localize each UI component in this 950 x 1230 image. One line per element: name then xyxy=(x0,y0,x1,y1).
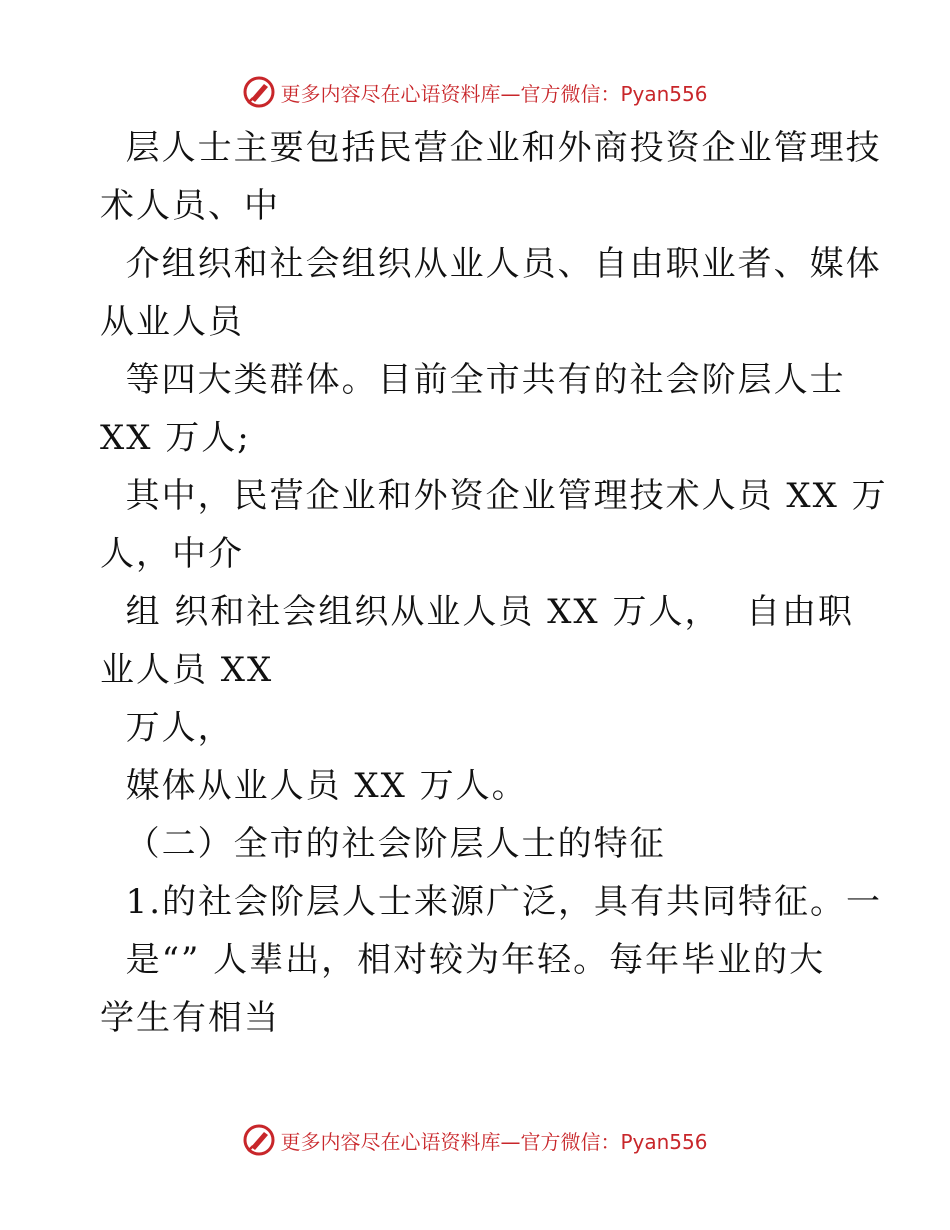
text-line: XX 万人; xyxy=(100,418,251,458)
pen-circle-logo-icon xyxy=(242,75,276,109)
text-line: 等四大类群体。目前全市共有的社会阶层人士 xyxy=(100,360,846,400)
header-banner xyxy=(0,70,950,114)
text-line: （二）全市的社会阶层人士的特征 xyxy=(100,824,666,864)
text-line: 术人员、中 xyxy=(100,186,280,226)
text-line: 人，中介 xyxy=(100,534,244,574)
text-line: 学生有相当 xyxy=(100,998,280,1038)
text-line: 媒体从业人员 XX 万人。 xyxy=(100,766,528,806)
text-line: 万人， xyxy=(100,708,234,748)
text-line: 组 织和社会组织从业人员 XX 万人， 自由职 xyxy=(100,592,855,632)
text-line: 是“” 人辈出，相对较为年轻。每年毕业的大 xyxy=(100,940,826,980)
text-line: 从业人员 xyxy=(100,302,244,342)
text-line: 介组织和社会组织从业人员、自由职业者、媒体 xyxy=(100,244,882,284)
text-line: 业人员 XX xyxy=(100,650,274,690)
text-line: 层人士主要包括民营企业和外商投资企业管理技 xyxy=(100,128,882,168)
pen-circle-logo-icon xyxy=(242,1123,276,1157)
footer-banner xyxy=(0,1118,950,1162)
banner-text: 更多内容尽在心语资料库—官方微信：Pyan556 xyxy=(280,81,708,106)
banner-text: 更多内容尽在心语资料库—官方微信：Pyan556 xyxy=(280,1129,708,1154)
text-line: 其中，民营企业和外资企业管理技术人员 XX 万 xyxy=(100,476,888,516)
text-line: 1.的社会阶层人士来源广泛，具有共同特征。一 xyxy=(100,882,883,922)
